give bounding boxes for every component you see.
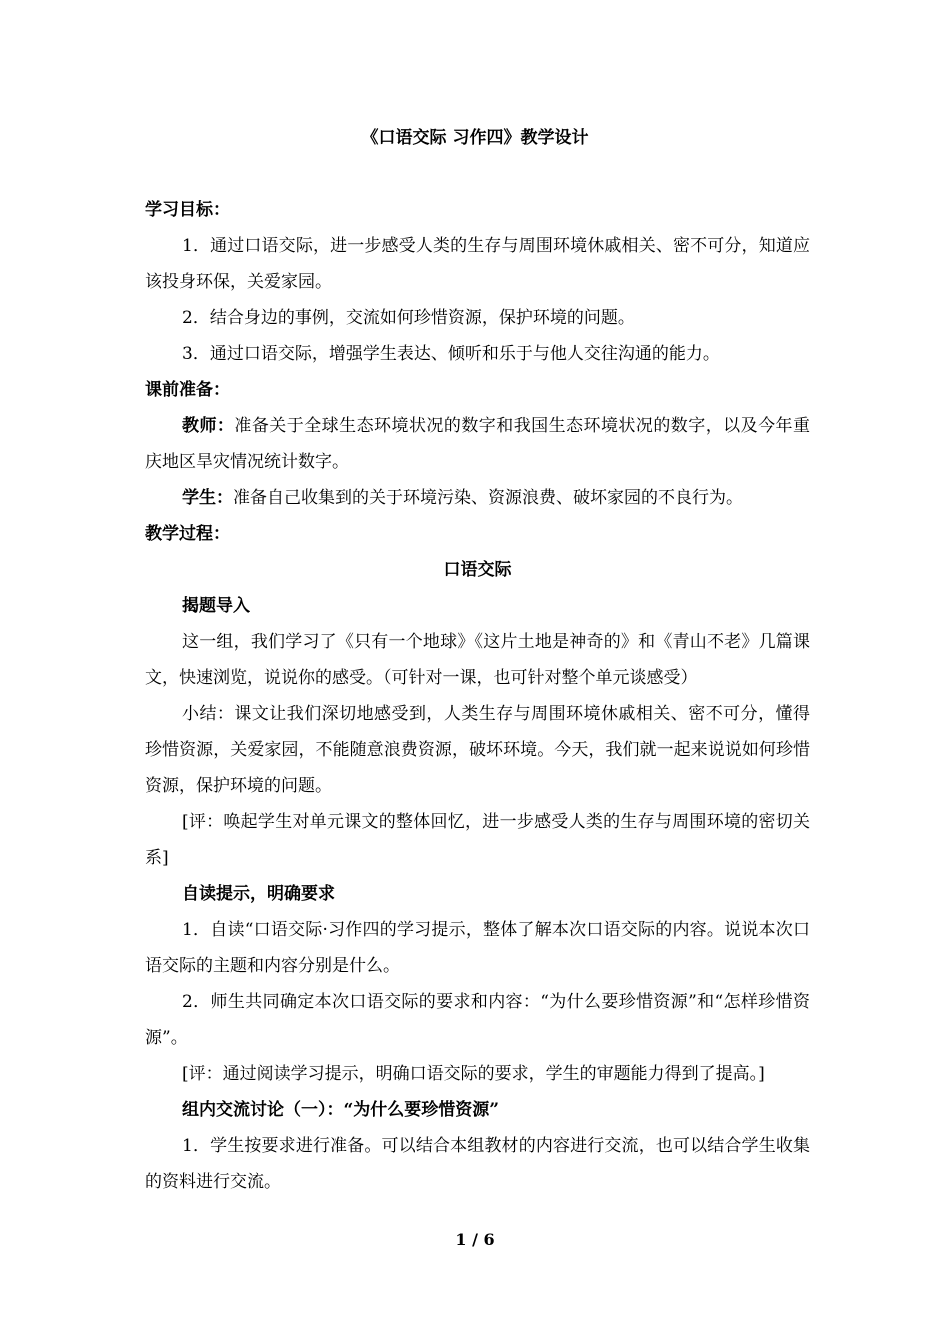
group-heading: 组内交流讨论（一）：“为什么要珍惜资源”	[182, 1100, 500, 1120]
prep-teacher	[145, 408, 810, 480]
read-paragraph-1: 1．自读“口语交际·习作四的学习提示，整体了解本次口语交际的内容。说说本次口语交际的主题和内容分别是什么。	[145, 920, 810, 976]
prep-teacher-label: 教师：	[182, 416, 235, 436]
section-title: 口语交际	[443, 560, 512, 580]
page-number: 1 / 6	[455, 1230, 495, 1249]
objective-item-1: 1．通过口语交际，进一步感受人类的生存与周围环境休戚相关、密不可分，知道应该投身环保，关爱家园。	[145, 236, 810, 292]
prep-heading: 课前准备：	[145, 380, 230, 400]
prep-student-label: 学生：	[182, 488, 233, 508]
process-heading: 教学过程：	[145, 524, 230, 544]
group-paragraph-1: 1．学生按要求进行准备。可以结合本组教材的内容进行交流，也可以结合学生收集的资料进行交流。	[145, 1136, 810, 1192]
prep-student	[145, 480, 810, 516]
objective-item-2: 2．结合身边的事例，交流如何珍惜资源，保护环境的问题。	[182, 308, 635, 328]
read-heading: 自读提示，明确要求	[182, 884, 335, 904]
read-paragraph-2: 2．师生共同确定本次口语交际的要求和内容：“为什么要珍惜资源”和“怎样珍惜资源”。	[145, 992, 810, 1048]
intro-comment: [评：唤起学生对单元课文的整体回忆，进一步感受人类的生存与周围环境的密切关系]	[145, 812, 810, 868]
intro-paragraph-1: 这一组，我们学习了《只有一个地球》《这片土地是神奇的》和《青山不老》几篇课文，快速浏览，说说你的感受。（可针对一课，也可针对整个单元谈感受）	[145, 632, 810, 688]
prep-teacher-text: 准备关于全球生态环境状况的数字和我国生态环境状况的数字，以及今年重庆地区旱灾情况统计数字。	[145, 416, 811, 472]
objectives-heading: 学习目标：	[145, 200, 230, 220]
document-body	[145, 192, 810, 1200]
page-title: 《口语交际 习作四》教学设计	[361, 128, 589, 148]
prep-student-text: 准备自己收集到的关于环境污染、资源浪费、破坏家园的不良行为。	[233, 488, 743, 508]
objective-item-3: 3．通过口语交际，增强学生表达、倾听和乐于与他人交往沟通的能力。	[182, 344, 720, 364]
intro-paragraph-2: 小结：课文让我们深切地感受到，人类生存与周围环境休戚相关、密不可分，懂得珍惜资源，关爱家园，不能随意浪费资源，破坏环境。今天，我们就一起来说说如何珍惜资源，保护环境的问题。	[145, 704, 810, 796]
intro-heading: 揭题导入	[182, 596, 250, 616]
read-comment: [评：通过阅读学习提示，明确口语交际的要求，学生的审题能力得到了提高。]	[182, 1064, 765, 1084]
